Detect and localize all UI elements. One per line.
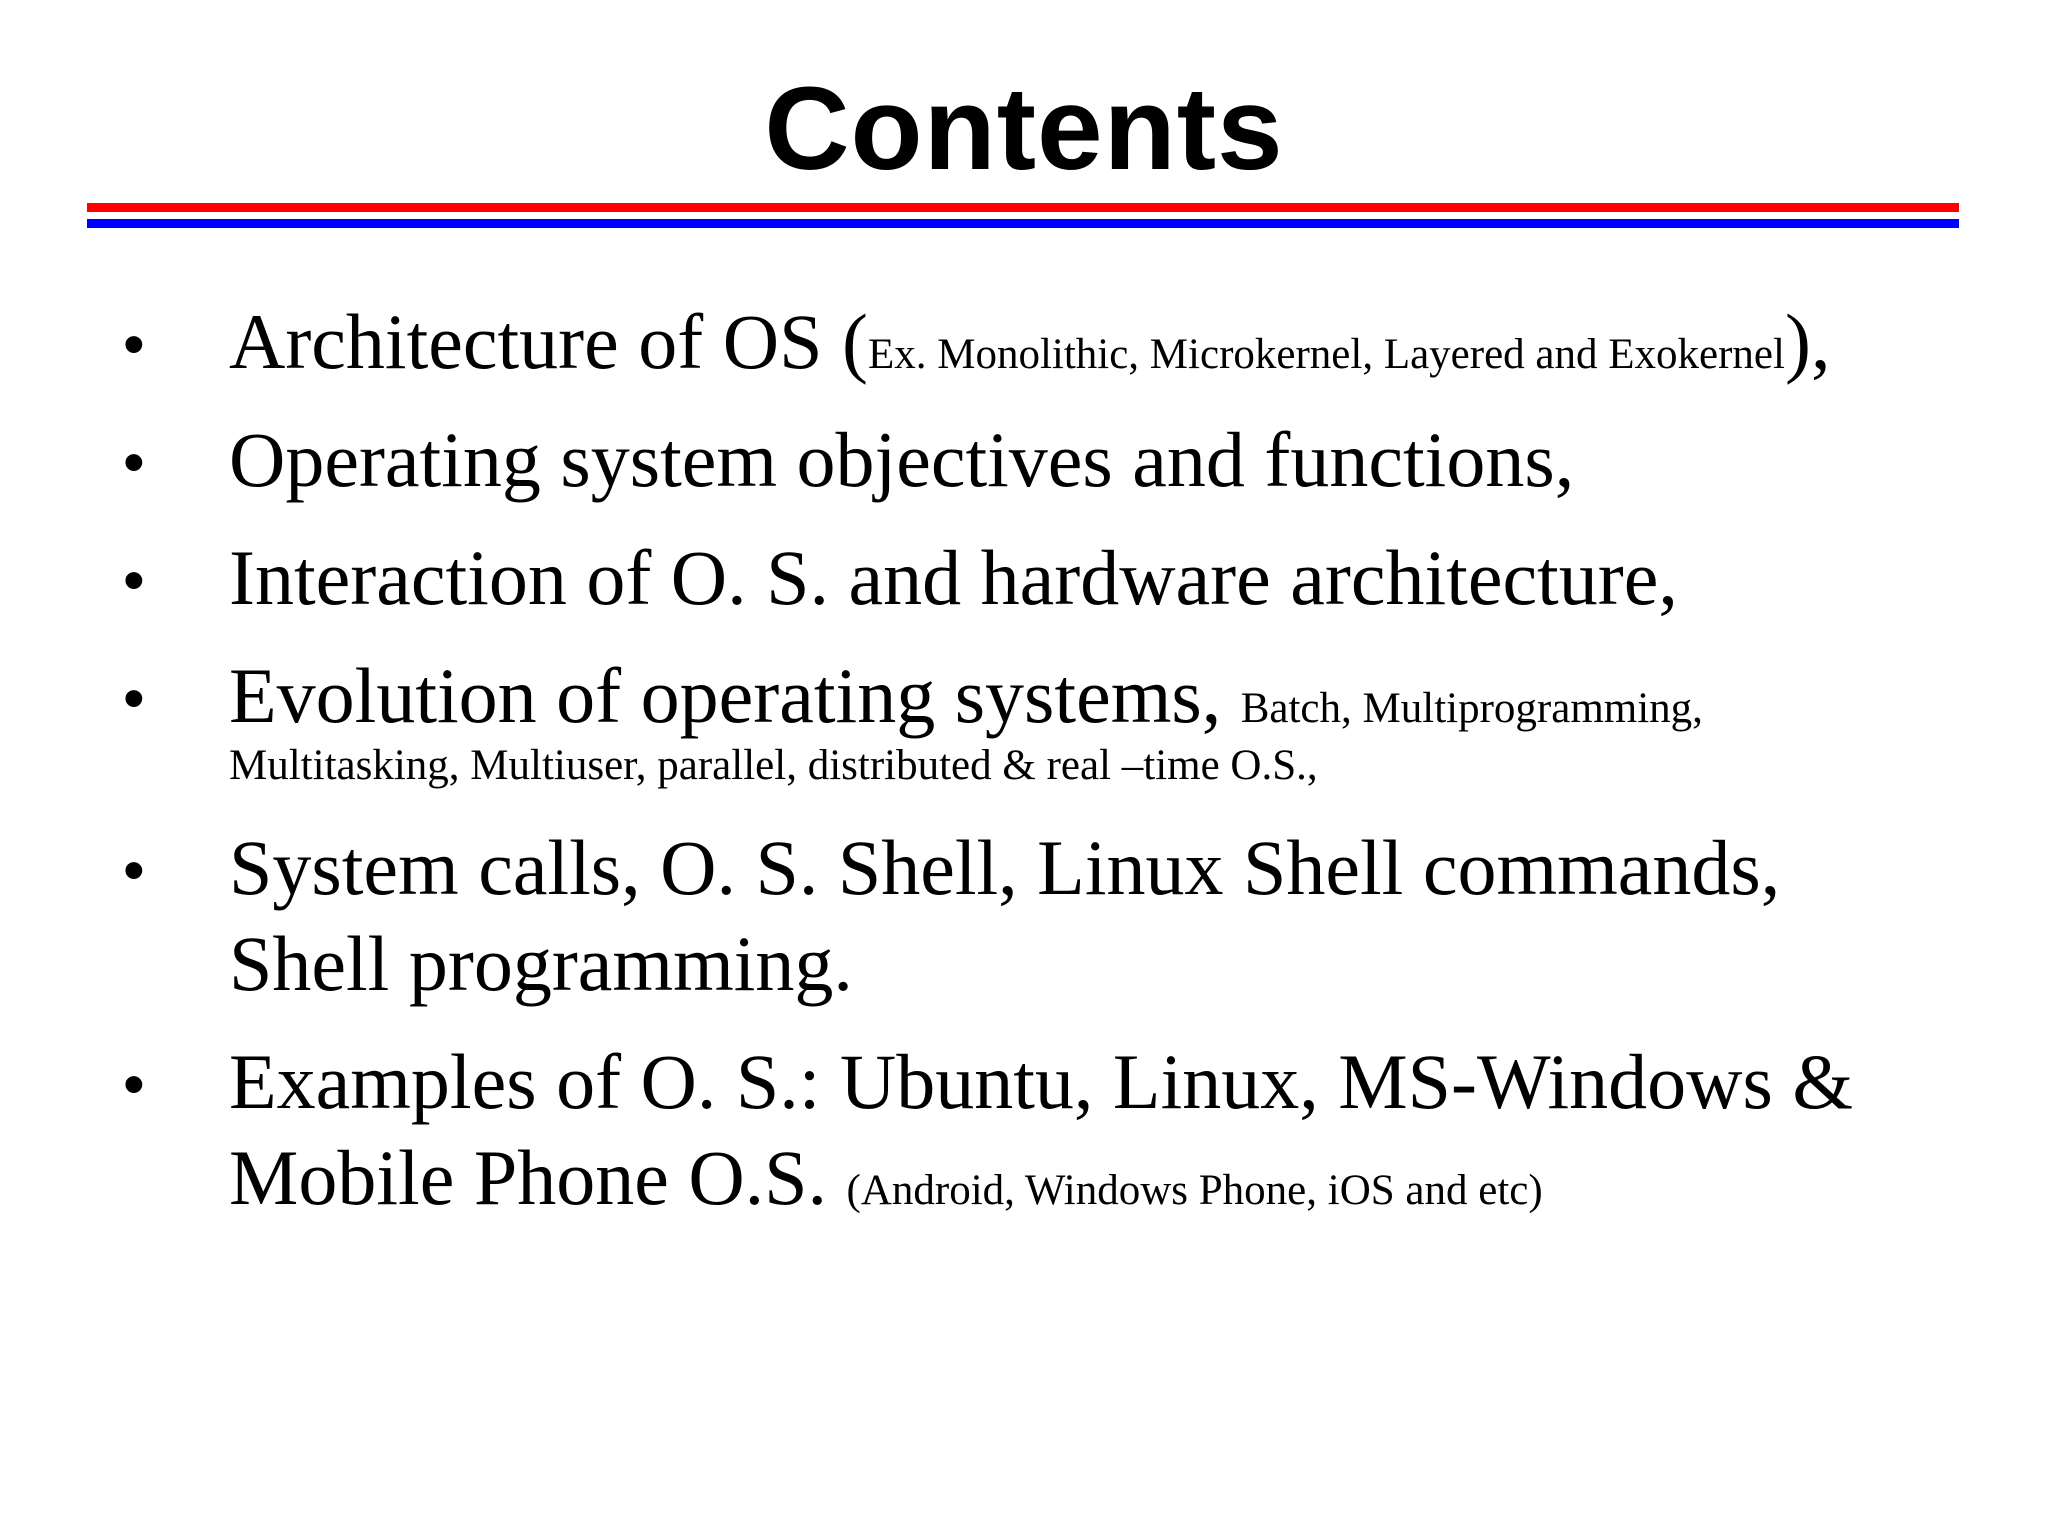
bullet-dot: •	[123, 546, 145, 615]
bullet-text-line1: System calls, O. S. Shell, Linux Shell commands,	[229, 824, 1781, 911]
bullet-text-line2	[229, 1128, 1989, 1241]
title-rule-red	[87, 203, 1959, 212]
bullet-dot: •	[123, 428, 145, 497]
bullet-dot: •	[123, 310, 145, 379]
bullet-small-text: Ex. Monolithic, Microkernel, Layered and Exokernel	[867, 331, 1785, 378]
bullet-subline: Multitasking, Multiuser, parallel, distributed & real –time O.S.,	[229, 742, 1318, 789]
slide-title: Contents	[764, 63, 1284, 195]
bullet-main-text: Evolution of operating systems,	[229, 652, 1222, 739]
bullet-dot: •	[123, 1050, 145, 1119]
bullet-tail-text: ),	[1784, 298, 1831, 385]
bullet-dot: •	[123, 836, 145, 905]
bullet-small-text: Batch, Multiprogramming,	[1240, 685, 1703, 732]
bullet-text	[229, 292, 1989, 405]
bullet-text: Interaction of O. S. and hardware architecture,	[229, 534, 1678, 621]
bullet-main-text: Mobile Phone O.S.	[229, 1134, 828, 1221]
bullet-main-text: Architecture of OS (	[229, 298, 868, 385]
bullet-text-line2: Shell programming.	[229, 920, 853, 1007]
title-rule-blue	[87, 219, 1959, 228]
bullet-dot: •	[123, 664, 145, 733]
bullet-text-line1: Examples of O. S.: Ubuntu, Linux, MS-Windows &	[229, 1038, 1853, 1125]
bullet-small-text: (Android, Windows Phone, iOS and etc)	[846, 1167, 1543, 1214]
bullet-text: Operating system objectives and functions,	[229, 416, 1575, 503]
